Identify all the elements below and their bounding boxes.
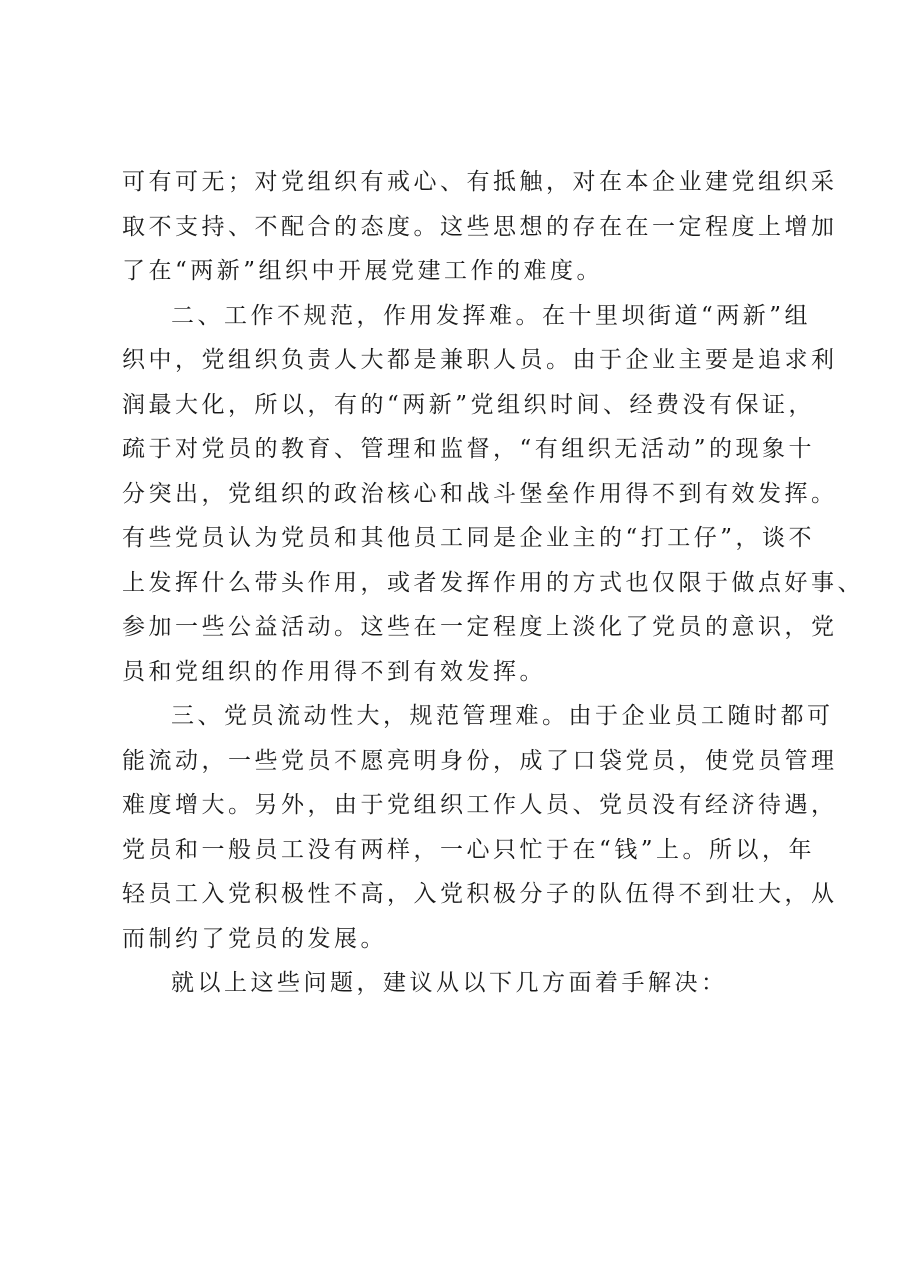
text-line: 二、工作不规范，作用发挥难。在十里坝街道“两新”组 [171, 302, 812, 329]
document-body [122, 160, 864, 1006]
text-line: 分突出，党组织的政治核心和战斗堡垒作用得不到有效发挥。 [122, 480, 838, 507]
text-line: 而制约了党员的发展。 [122, 925, 387, 952]
text-line: 难度增大。另外，由于党组织工作人员、党员没有经济待遇， [122, 792, 838, 818]
text-line: 有些党员认为党员和其他员工同是企业主的“打工仔”，谈不 [122, 525, 816, 551]
paragraph-1 [122, 160, 838, 294]
text-line: 了在“两新”组织中开展党建工作的难度。 [122, 258, 604, 284]
text-line: 三、党员流动性大，规范管理难。由于企业员工随时都可 [171, 703, 834, 729]
text-line: 参加一些公益活动。这些在一定程度上淡化了党员的意识，党 [122, 614, 838, 640]
text-line: 能流动，一些党员不愿亮明身份，成了口袋党员，使党员管理 [122, 747, 838, 774]
text-line: 织中，党组织负责人大都是兼职人员。由于企业主要是追求利 [122, 347, 838, 373]
text-line: 上发挥什么带头作用，或者发挥作用的方式也仅限于做点好事、 [122, 569, 864, 596]
text-line: 润最大化，所以，有的“两新”党组织时间、经费没有保证， [122, 391, 816, 418]
text-line: 取不支持、不配合的态度。这些思想的存在在一定程度上增加 [122, 213, 838, 240]
text-line: 疏于对党员的教育、管理和监督，“有组织无活动”的现象十 [122, 436, 816, 462]
text-line: 员和党组织的作用得不到有效发挥。 [122, 658, 546, 685]
text-line: 可有可无；对党组织有戒心、有抵触，对在本企业建党组织采 [122, 169, 838, 195]
paragraph-4 [122, 961, 822, 1006]
text-line: 轻员工入党积极性不高，入党积极分子的队伍得不到壮大，从 [122, 881, 838, 907]
text-line: 就以上这些问题，建议从以下几方面着手解决： [171, 970, 728, 996]
paragraph-2 [122, 294, 864, 695]
text-line: 党员和一般员工没有两样，一心只忙于在“钱”上。所以，年 [122, 836, 816, 863]
paragraph-3 [122, 694, 838, 961]
